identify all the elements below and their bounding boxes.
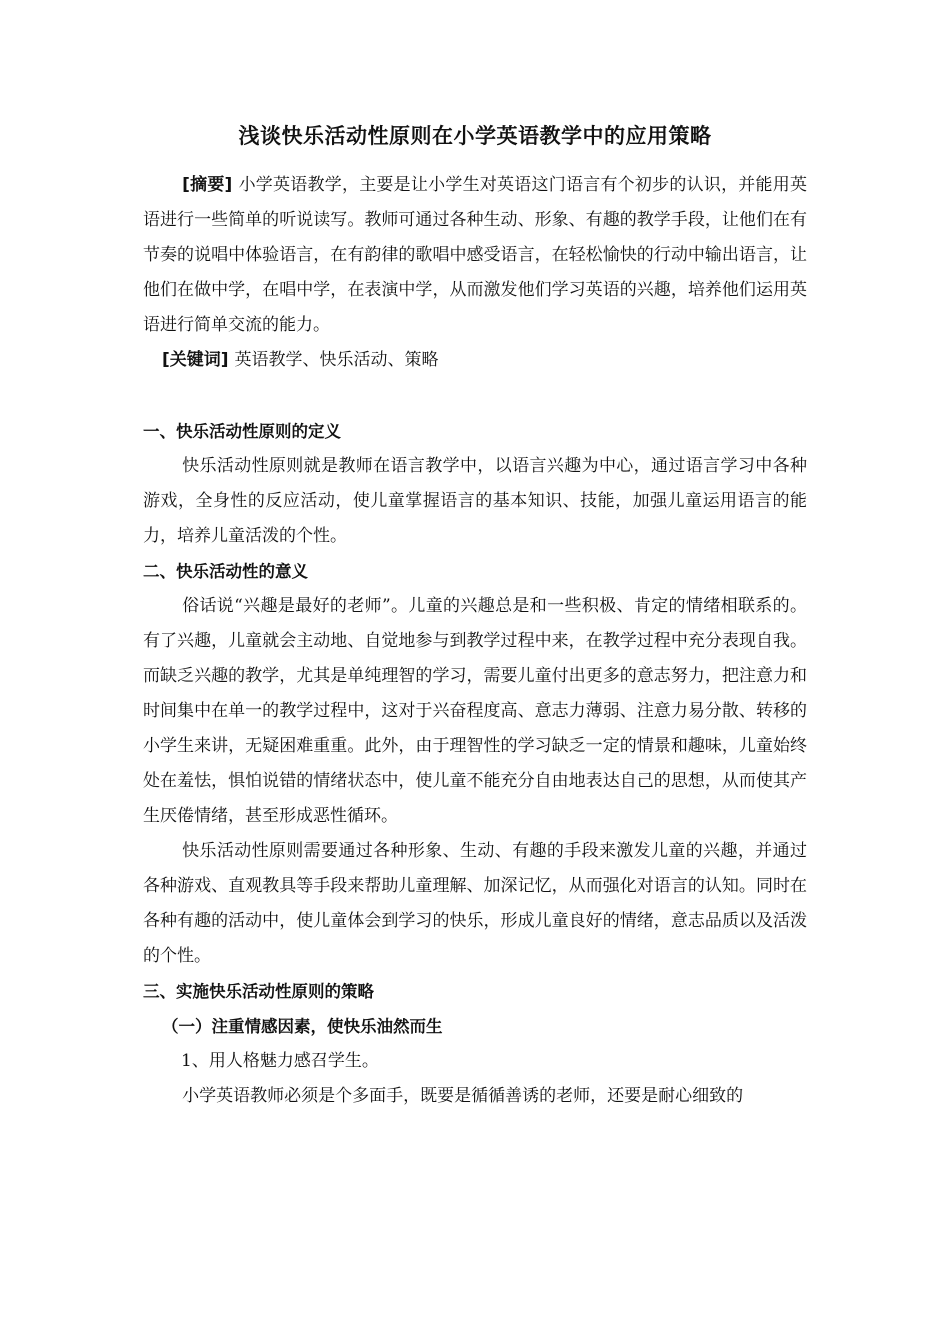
section-3-item-1: 1、用人格魅力感召学生。: [181, 1051, 379, 1071]
section-1-heading: 一、快乐活动性原则的定义: [143, 422, 341, 441]
section-3-heading: 三、实施快乐活动性原则的策略: [143, 982, 374, 1001]
section-3-subheading: （一）注重情感因素，使快乐油然而生: [162, 1017, 443, 1036]
section-3-paragraph-1: 小学英语教师必须是个多面手，既要是循循善诱的老师，还要是耐心细致的: [182, 1086, 744, 1106]
blank-line: [143, 378, 807, 414]
abstract-text: 小学英语教学，主要是让小学生对英语这门语言有个初步的认识，并能用英语进行一些简单的听说读写。教师可通过各种生动、形象、有趣的教学手段，让他们在有节奏的说唱中体验语言，在有韵律的歌唱中感受语言，在轻松愉快的行动中输出语言，让他们在做中学，在唱中学，在表演中学，从而激发他们学习英语的兴趣，培养他们运用英语进行简单交流的能力。: [143, 175, 808, 335]
abstract-paragraph: [143, 168, 807, 343]
document-page: [143, 118, 807, 1114]
section-2-paragraph-1: 俗话说“兴趣是最好的老师”。儿童的兴趣总是和一些积极、肯定的情绪相联系的。有了兴趣，儿童就会主动地、自觉地参与到教学过程中来，在教学过程中充分表现自我。而缺乏兴趣的教学，尤其是单纯理智的学习，需要儿童付出更多的意志努力，把注意力和时间集中在单一的教学过程中，这对于兴奋程度高、意志力薄弱、注意力易分散、转移的小学生来讲，无疑困难重重。此外，由于理智性的学习缺乏一定的情景和趣味，儿童始终处在羞怯，惧怕说错的情绪状态中，使儿童不能充分自由地表达自己的思想，从而使其产生厌倦情绪，甚至形成恶性循环。: [143, 596, 807, 826]
keywords-text: 英语教学、快乐活动、策略: [234, 350, 439, 370]
keywords-label: [关键词]: [162, 350, 229, 370]
section-2-paragraph-2: 快乐活动性原则需要通过各种形象、生动、有趣的手段来激发儿童的兴趣，并通过各种游戏、直观教具等手段来帮助儿童理解、加深记忆，从而强化对语言的认知。同时在各种有趣的活动中，使儿童体会到学习的快乐，形成儿童良好的情绪，意志品质以及活泼的个性。: [143, 841, 807, 966]
section-2-heading: 二、快乐活动性的意义: [143, 562, 308, 581]
section-1-paragraph: 快乐活动性原则就是教师在语言教学中，以语言兴趣为中心，通过语言学习中各种游戏，全身性的反应活动，使儿童掌握语言的基本知识、技能，加强儿童运用语言的能力，培养儿童活泼的个性。: [143, 456, 807, 546]
document-title: 浅谈快乐活动性原则在小学英语教学中的应用策略: [238, 124, 712, 148]
keywords-line: [143, 343, 807, 378]
abstract-label: [摘要]: [182, 175, 233, 195]
